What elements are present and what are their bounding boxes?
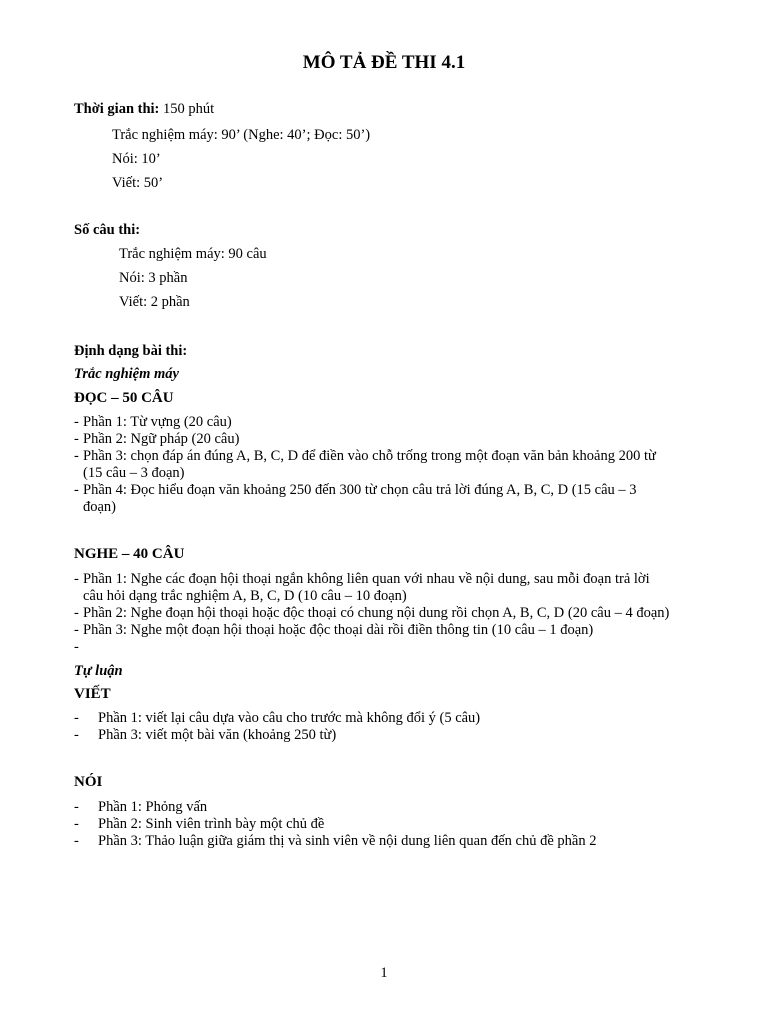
computer-test-label: Trắc nghiệm máy xyxy=(74,366,179,382)
list-dash: - xyxy=(74,727,79,743)
document-page: MÔ TẢ ĐỀ THI 4.1 Thời gian thi: 150 phút Trắc nghiệm máy: 90’ (Nghe: 40’; Đọc: 50’) Nói: 10’ Viết: 50’ Số câu thi: Trắc nghiệm máy: 90 câu Nói: 3 phần Viết: 2 phần Định dạng bài thi: Trắc nghiệm máy ĐỌC – 50 CÂU - Phần 1: Từ vựng (20 câu) - Phần 2: Ngữ pháp (20 câu) - Phần 3: chọn đáp án đúng A, B, C, D để điền vào chỗ trống trong một đoạn văn bản khoảng 200 từ (15 câu – 3 đoạn) - Phần 4: Đọc hiểu đoạn văn khoảng 250 đến 300 từ chọn câu trả lời đúng A, B, C, D (15 câu – 3 đoạn) NGHE – 40 CÂU - Phần 1: Nghe các đoạn hội thoại ngắn không liên quan với nhau về nội dung, sau mỗi đoạn trả lời câu hỏi dạng trắc nghiệm A, B, C, D (10 câu – 10 đoạn) - Phần 2: Nghe đoạn hội thoại hoặc độc thoại có chung nội dung rồi chọn A, B, C, D (20 câu – 4 đoạn) - Phần 3: Nghe một đoạn hội thoại hoặc độc thoại dài rồi điền thông tin (10 câu – 1 đoạn) - Tự luận VIẾT - Phần 1: viết lại câu dựa vào câu cho trước mà không đổi ý (5 câu) - Phần 3: viết một bài văn (khoảng 250 từ) NÓI - Phần 1: Phỏng vấn - Phần 2: Sinh viên trình bày một chủ đề - Phần 3: Thảo luận giữa giám thị và sinh viên về nội dung liên quan đến chủ đề phần 2 1 xyxy=(0,0,768,1024)
speaking-heading: NÓI xyxy=(74,774,103,790)
page-number: 1 xyxy=(380,965,388,981)
duration-item: Nói: 10’ xyxy=(112,151,161,167)
list-dash: - xyxy=(74,639,79,655)
question-count-item: Nói: 3 phần xyxy=(119,270,188,286)
format-label: Định dạng bài thi: xyxy=(74,343,188,359)
duration-value: 150 phút xyxy=(159,101,215,117)
list-dash: - xyxy=(74,571,79,587)
question-count-item: Trắc nghiệm máy: 90 câu xyxy=(119,246,267,262)
list-dash: - xyxy=(74,448,79,464)
listening-heading: NGHE – 40 CÂU xyxy=(74,546,185,562)
page-title: MÔ TẢ ĐỀ THI 4.1 xyxy=(302,52,466,73)
writing-heading: VIẾT xyxy=(74,686,111,702)
list-dash: - xyxy=(74,605,79,621)
duration-label: Thời gian thi: xyxy=(74,101,160,117)
list-dash: - xyxy=(74,799,79,815)
reading-heading: ĐỌC – 50 CÂU xyxy=(74,390,174,406)
essay-label: Tự luận xyxy=(74,663,123,679)
list-dash: - xyxy=(74,833,79,849)
list-dash: - xyxy=(74,816,79,832)
list-dash: - xyxy=(74,710,79,726)
question-count-label: Số câu thi: xyxy=(74,222,141,238)
duration-line xyxy=(74,101,214,118)
list-dash: - xyxy=(74,414,79,430)
duration-item: Trắc nghiệm máy: 90’ (Nghe: 40’; Đọc: 50’) xyxy=(112,127,371,143)
list-dash: - xyxy=(74,482,79,498)
duration-item: Viết: 50’ xyxy=(112,175,164,191)
list-dash: - xyxy=(74,431,79,447)
list-dash: - xyxy=(74,622,79,638)
question-count-item: Viết: 2 phần xyxy=(119,294,190,310)
